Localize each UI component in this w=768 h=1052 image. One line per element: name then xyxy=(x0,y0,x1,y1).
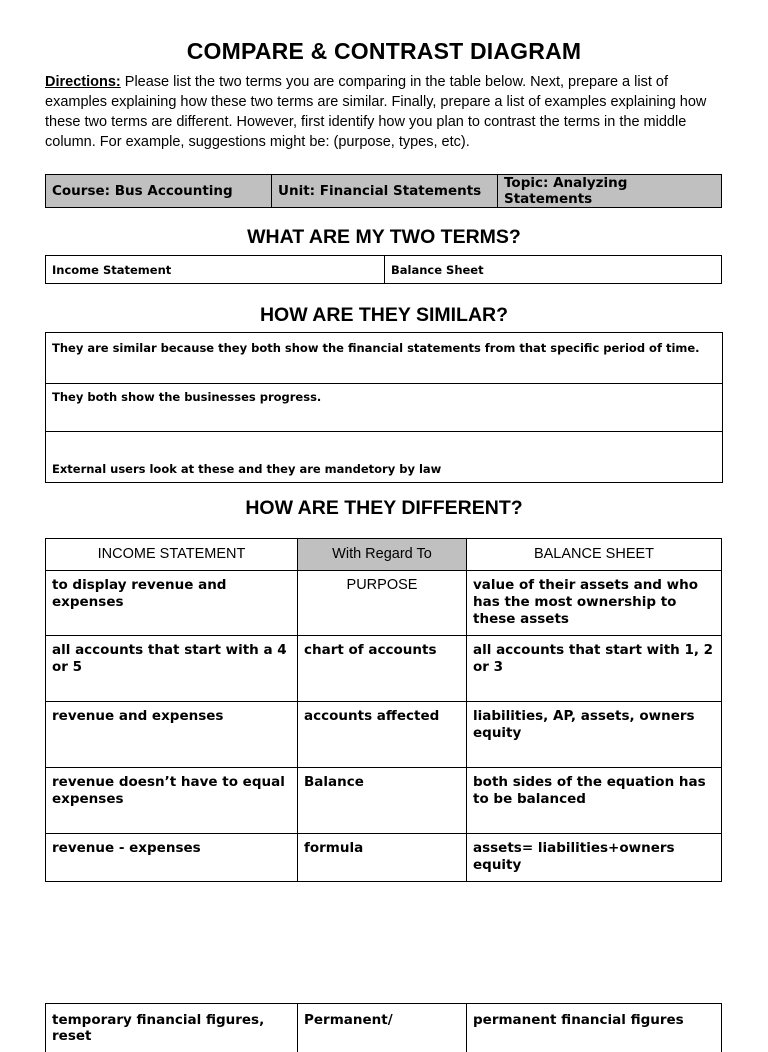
terms-table xyxy=(45,255,722,284)
income-cell: all accounts that start with a 4 or 5 xyxy=(46,636,298,702)
income-cell: revenue - expenses xyxy=(46,834,298,882)
table-row xyxy=(46,1004,722,1052)
directions-paragraph xyxy=(45,72,725,152)
course-info-table xyxy=(45,174,722,208)
balance-cell: liabilities, AP, assets, owners equity xyxy=(467,702,722,768)
criterion-cell: chart of accounts xyxy=(298,636,467,702)
table-row xyxy=(46,768,722,834)
directions-label: Directions: xyxy=(45,74,121,90)
criterion-cell: formula xyxy=(298,834,467,882)
balance-cell: all accounts that start with 1, 2 or 3 xyxy=(467,636,722,702)
course-cell: Course: Bus Accounting xyxy=(46,175,272,208)
similar-item: External users look at these and they are mandetory by law xyxy=(46,432,723,483)
with-regard-to-header: With Regard To xyxy=(298,539,467,571)
balance-cell: both sides of the equation has to be balanced xyxy=(467,768,722,834)
page-title: COMPARE & CONTRAST DIAGRAM xyxy=(0,38,768,65)
directions-text: Please list the two terms you are comparing in the table below. Next, prepare a list of examples explaining how these two terms are similar. Finally, prepare a list of examples explaining how these two terms are different. However, first identify how you plan to contrast the terms in the middle column. For example, suggestions might be: (purpose, types, etc). xyxy=(45,74,706,150)
similar-item: They both show the businesses progress. xyxy=(46,384,723,432)
terms-heading: WHAT ARE MY TWO TERMS? xyxy=(0,226,768,249)
income-cell: revenue doesn’t have to equal expenses xyxy=(46,768,298,834)
table-row xyxy=(46,834,722,882)
table-row xyxy=(46,636,722,702)
table-header-row xyxy=(46,539,722,571)
table-row xyxy=(46,702,722,768)
term1-cell: Income Statement xyxy=(46,256,385,284)
topic-cell: Topic: Analyzing Statements xyxy=(498,175,722,208)
balance-cell: assets= liabilities+owners equity xyxy=(467,834,722,882)
income-cell: temporary financial figures, reset xyxy=(46,1004,298,1052)
criterion-cell: Balance xyxy=(298,768,467,834)
similar-item: They are similar because they both show the financial statements from that specific period of time. xyxy=(46,333,723,384)
continued-table xyxy=(45,1003,722,1052)
income-cell: revenue and expenses xyxy=(46,702,298,768)
criterion-cell: PURPOSE xyxy=(298,571,467,636)
criterion-cell: Permanent/ xyxy=(298,1004,467,1052)
table-row xyxy=(46,571,722,636)
balance-sheet-header: BALANCE SHEET xyxy=(467,539,722,571)
term2-cell: Balance Sheet xyxy=(385,256,722,284)
different-heading: HOW ARE THEY DIFFERENT? xyxy=(0,497,768,520)
unit-cell: Unit: Financial Statements xyxy=(272,175,498,208)
balance-cell: permanent financial figures xyxy=(467,1004,722,1052)
similar-heading: HOW ARE THEY SIMILAR? xyxy=(0,304,768,327)
income-statement-header: INCOME STATEMENT xyxy=(46,539,298,571)
criterion-cell: accounts affected xyxy=(298,702,467,768)
different-table xyxy=(45,538,722,882)
similar-table xyxy=(45,332,723,483)
income-cell: to display revenue and expenses xyxy=(46,571,298,636)
balance-cell: value of their assets and who has the most ownership to these assets xyxy=(467,571,722,636)
